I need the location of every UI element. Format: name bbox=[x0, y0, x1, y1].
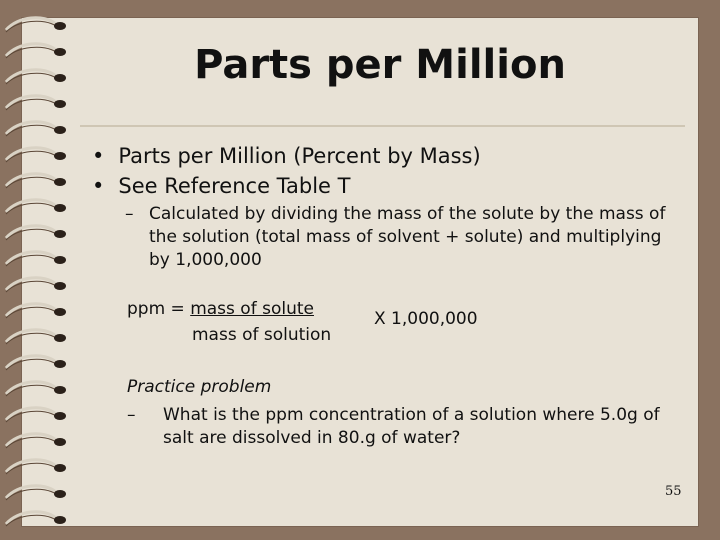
bullet-item: • See Reference Table T bbox=[92, 171, 481, 201]
binding-hole bbox=[54, 126, 66, 134]
binding-ring bbox=[6, 122, 56, 134]
binding-ring bbox=[6, 356, 56, 368]
binding-hole bbox=[54, 360, 66, 368]
bullet-list bbox=[92, 141, 481, 201]
binding-ring bbox=[6, 226, 56, 238]
practice-question-text: What is the ppm concentration of a solution where 5.0g of salt are dissolved in 80.g of water? bbox=[163, 405, 660, 448]
binding-ring bbox=[6, 174, 56, 186]
binding-ring bbox=[6, 200, 56, 212]
binding-ring bbox=[6, 18, 56, 30]
formula-numerator: mass of solute bbox=[190, 299, 314, 319]
sub-bullet: – Calculated by dividing the mass of the solute by the mass of the solution (total mass of solvent + solute) and multiplying by 1,000,000 bbox=[125, 203, 685, 272]
binding-ring bbox=[6, 512, 56, 524]
binding-ring bbox=[6, 460, 56, 472]
binding-hole bbox=[54, 48, 66, 56]
practice-heading: Practice problem bbox=[127, 377, 272, 397]
formula-multiplier: X 1,000,000 bbox=[374, 309, 478, 329]
practice-question: – What is the ppm concentration of a solution where 5.0g of salt are dissolved in 80.g of water? bbox=[127, 404, 667, 450]
binding-hole bbox=[54, 204, 66, 212]
binding-ring bbox=[6, 252, 56, 264]
binding-ring bbox=[6, 44, 56, 56]
binding-hole bbox=[54, 100, 66, 108]
binding-ring bbox=[6, 330, 56, 342]
bullet-text: Parts per Million (Percent by Mass) bbox=[118, 144, 481, 168]
binding-hole bbox=[54, 230, 66, 238]
formula-lhs: ppm = bbox=[127, 299, 191, 319]
binding-hole bbox=[54, 22, 66, 30]
title-divider bbox=[80, 125, 685, 127]
page-number: 55 bbox=[665, 484, 682, 499]
binding-ring bbox=[6, 434, 56, 446]
binding-ring bbox=[6, 486, 56, 498]
binding-hole bbox=[54, 256, 66, 264]
binding-hole bbox=[54, 464, 66, 472]
formula-numerator-line bbox=[127, 299, 314, 319]
binding-ring bbox=[6, 382, 56, 394]
binding-hole bbox=[54, 438, 66, 446]
binding-ring bbox=[6, 304, 56, 316]
binding-ring bbox=[6, 148, 56, 160]
binding-hole bbox=[54, 334, 66, 342]
spiral-binding-icon bbox=[0, 0, 80, 540]
slide-title: Parts per Million bbox=[194, 42, 566, 88]
binding-ring bbox=[6, 278, 56, 290]
formula-denominator: mass of solution bbox=[192, 325, 332, 345]
sub-bullet-text: Calculated by dividing the mass of the solute by the mass of the solution (total mass of solvent + solute) and multiplying by 1,000,000 bbox=[149, 204, 666, 270]
binding-hole bbox=[54, 152, 66, 160]
binding-ring bbox=[6, 96, 56, 108]
binding-hole bbox=[54, 74, 66, 82]
binding-hole bbox=[54, 516, 66, 524]
binding-hole bbox=[54, 308, 66, 316]
binding-hole bbox=[54, 412, 66, 420]
binding-ring bbox=[6, 70, 56, 82]
bullet-text: See Reference Table T bbox=[118, 174, 351, 198]
binding-hole bbox=[54, 178, 66, 186]
binding-hole bbox=[54, 490, 66, 498]
binding-hole bbox=[54, 386, 66, 394]
binding-ring bbox=[6, 408, 56, 420]
bullet-item: • Parts per Million (Percent by Mass) bbox=[92, 141, 481, 171]
binding-hole bbox=[54, 282, 66, 290]
